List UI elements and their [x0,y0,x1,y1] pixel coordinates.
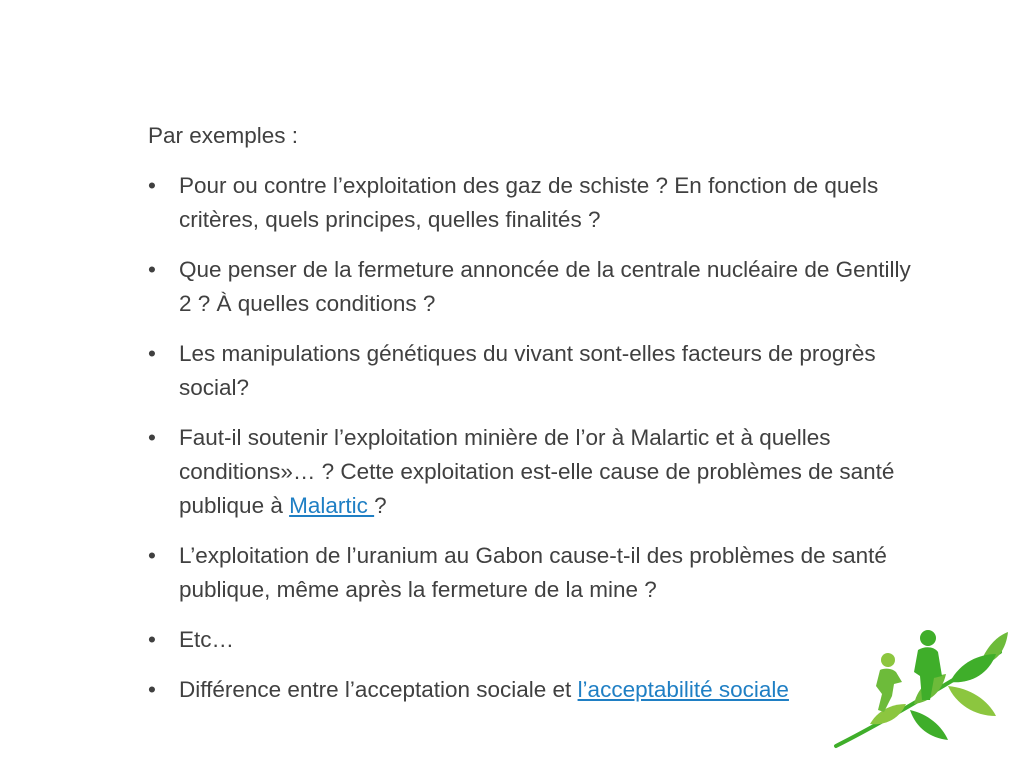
list-item-text: Etc… [179,627,235,652]
list-item-text: Les manipulations génétiques du vivant sont-elles facteurs de progrès social? [179,341,876,400]
list-item-shale-gas [148,169,918,237]
list-item-text: Différence entre l’acceptation sociale et [179,677,578,702]
list-item-genetics [148,337,918,405]
bullet-icon: • [148,341,156,366]
intro-text: Par exemples : [148,123,299,148]
slide-content [148,119,918,723]
list-item-acceptability [148,673,918,707]
list-item-text-end: ? [374,493,387,518]
acceptabilite-sociale-link[interactable]: l’acceptabilité sociale [577,677,789,702]
green-branch-with-figures-icon [830,624,1010,754]
bullet-icon: • [148,543,156,568]
bullet-icon: • [148,425,156,450]
bullet-icon: • [148,173,156,198]
list-item-etc [148,623,918,657]
list-item-text: Faut-il soutenir l’exploitation minière de l’or à Malartic et à quelles conditions»… ? Cette exploitation est-elle cause de problèmes de santé publique à [179,425,895,518]
bullet-icon: • [148,257,156,282]
question-list [148,169,918,707]
list-item-gentilly [148,253,918,321]
malartic-link[interactable]: Malartic [289,493,375,518]
bullet-icon: • [148,677,156,702]
list-item-uranium [148,539,918,607]
list-item-text: Que penser de la fermeture annoncée de la centrale nucléaire de Gentilly 2 ? À quelles conditions ? [179,257,911,316]
list-item-text: Pour ou contre l’exploitation des gaz de schiste ? En fonction de quels critères, quels principes, quelles finalités ? [179,173,879,232]
list-item-text: L’exploitation de l’uranium au Gabon cause-t-il des problèmes de santé publique, même après la fermeture de la mine ? [179,543,887,602]
list-item-malartic [148,421,918,523]
bullet-icon: • [148,627,156,652]
